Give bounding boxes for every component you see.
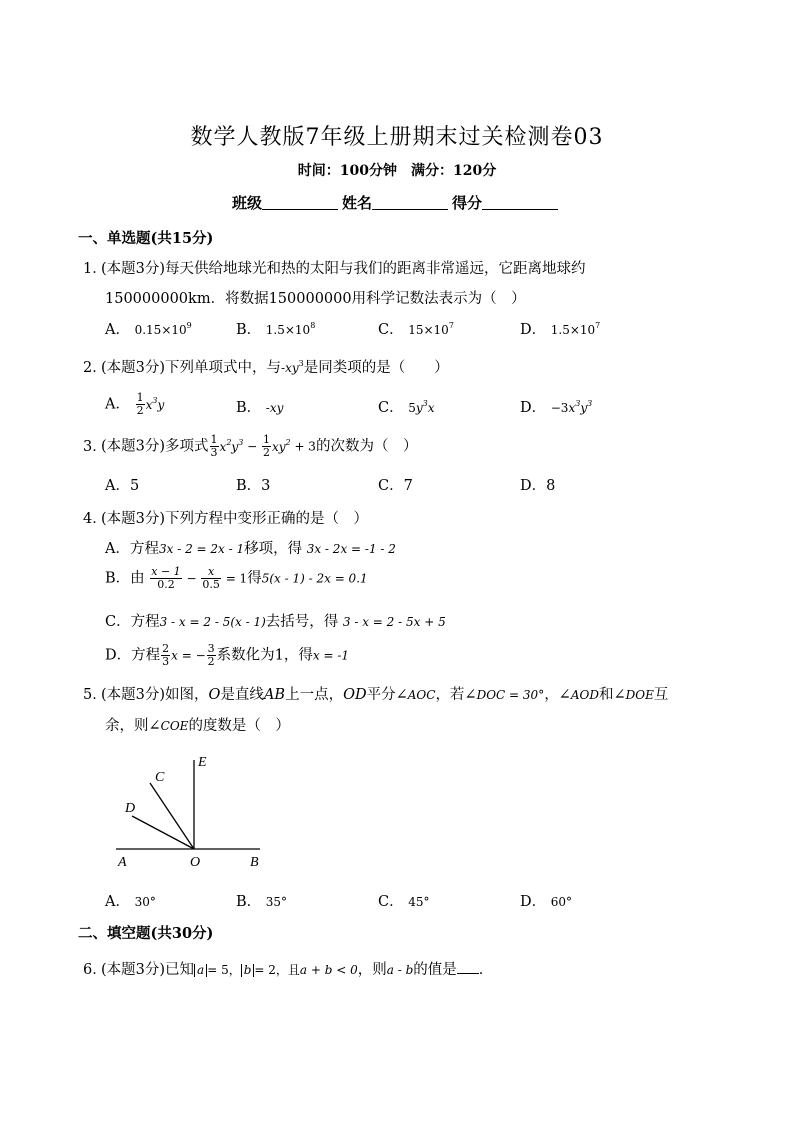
q4-option-a[interactable]: A．方程3x - 2 = 2x - 1移项，得 3x - 2x = -1 - 2 (105, 541, 396, 557)
q2-option-c[interactable]: C． $5y^3x$ (378, 399, 435, 416)
label-b: B (250, 855, 259, 870)
ray-od (132, 816, 194, 849)
q6-answer-blank[interactable] (457, 961, 479, 974)
q3-option-c[interactable]: C．7 (378, 478, 413, 494)
section-single-choice: 一、单选题(共15分) (78, 230, 214, 247)
exam-time-score: 时间：100分钟 满分：120分 (297, 163, 497, 179)
label-o: O (190, 855, 201, 870)
q2-option-a[interactable]: A． $\frac{1}{2}$ $x^3y$ (105, 391, 165, 417)
q3-option-a[interactable]: A．5 (105, 478, 140, 494)
angle-figure (110, 748, 270, 873)
q2-option-b[interactable]: B． -xy (236, 400, 284, 416)
section-fill-blank: 二、填空题(共30分) (78, 925, 214, 942)
question-6: 6．(本题3分)已知 a = 5， b = 2，且a + b < 0，则a - b的值是 ． (83, 962, 494, 978)
q2-option-d[interactable]: D． $-3x^3y^3$ (520, 399, 593, 416)
q4-option-d[interactable]: D．方程 $\frac{2}{3}$ x = − $\frac{3}{2}$ 系数化为1，得x = -1 (105, 642, 350, 668)
label-c: C (155, 770, 165, 785)
q1-option-d[interactable]: D． $1.5\times 10^7$ (520, 321, 601, 338)
q5-option-c[interactable]: C． 45° (378, 894, 430, 910)
q5-option-d[interactable]: D． 60° (520, 894, 573, 910)
question-4: 4．(本题3分)下列方程中变形正确的是（ ） (83, 511, 369, 527)
score-label: 得分 (452, 194, 483, 212)
student-info-line (0, 192, 794, 213)
question-2: 2．(本题3分)下列单项式中，与$-xy^3$是同类项的是（ ） (83, 359, 449, 376)
question-5-line2: 余，则∠COE的度数是（ ） (105, 718, 290, 734)
q1-option-a[interactable]: A． $0.15\times 10^9$ (105, 321, 192, 338)
class-label: 班级 (231, 194, 262, 212)
q5-option-a[interactable]: A． 30° (105, 894, 156, 910)
class-blank[interactable] (262, 195, 338, 210)
question-3: 3．(本题3分)多项式 $\frac{1}{3}$ $x^2y^3$ − $\frac{1}{2}$ $xy^2 + 3$的次数为（ ） (83, 433, 418, 459)
question-5: 5．(本题3分)如图，O是直线AB上一点，OD平分∠AOC，若∠DOC = 30°，∠AOD和∠DOE互 (83, 687, 669, 703)
label-d: D (125, 801, 136, 816)
q3-option-d[interactable]: D．8 (520, 478, 556, 494)
q3-option-b[interactable]: B．3 (236, 478, 271, 494)
page-title: 数学人教版7年级上册期末过关检测卷03 (190, 125, 604, 150)
q1-option-c[interactable]: C． $15\times 10^7$ (378, 321, 454, 338)
q5-option-b[interactable]: B． 35° (236, 894, 288, 910)
q4-option-b[interactable]: B．由 $\frac{x - 1}{0.2}$ − $\frac{x}{0.5}$ = 1得5(x - 1) - 2x = 0.1 (105, 565, 368, 591)
label-a: A (118, 855, 127, 870)
q1-option-b[interactable]: B． $1.5\times 10^8$ (236, 321, 316, 338)
score-blank[interactable] (482, 195, 558, 210)
q4-option-c[interactable]: C．方程3 - x = 2 - 5(x - 1)去括号，得 3 - x = 2 - 5x + 5 (105, 614, 446, 630)
label-e: E (198, 755, 207, 770)
question-1-line2: 150000000km．将数据150000000用科学记数法表示为（ ） (105, 291, 526, 307)
ray-oc (150, 783, 194, 849)
name-blank[interactable] (372, 195, 448, 210)
name-label: 姓名 (341, 194, 372, 212)
question-1: 1．(本题3分)每天供给地球光和热的太阳与我们的距离非常遥远，它距离地球约 (83, 261, 586, 277)
